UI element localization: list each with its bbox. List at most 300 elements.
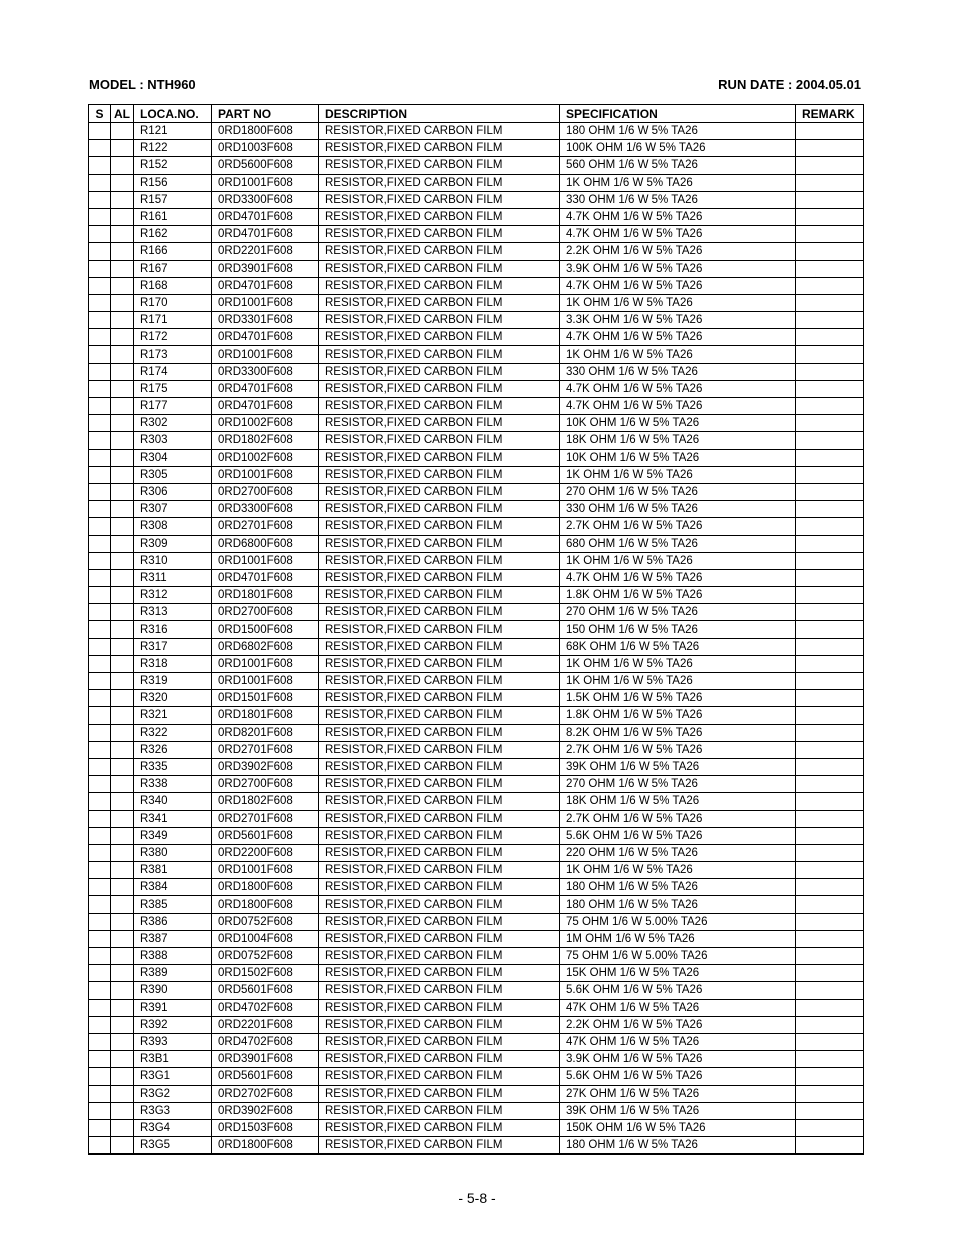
cell-al — [111, 948, 134, 965]
table-row — [89, 277, 864, 294]
cell-specification: 18K OHM 1/6 W 5% TA26 — [560, 432, 796, 449]
cell-specification: 100K OHM 1/6 W 5% TA26 — [560, 140, 796, 157]
cell-s — [89, 483, 111, 500]
cell-loca-no: R306 — [134, 483, 212, 500]
cell-s — [89, 535, 111, 552]
cell-loca-no: R152 — [134, 157, 212, 174]
cell-remark — [796, 844, 864, 861]
cell-remark — [796, 1051, 864, 1068]
table-header-row — [89, 105, 864, 123]
table-row — [89, 655, 864, 672]
cell-remark — [796, 243, 864, 260]
cell-s — [89, 398, 111, 415]
table-row — [89, 140, 864, 157]
cell-al — [111, 1068, 134, 1085]
cell-description: RESISTOR,FIXED CARBON FILM — [319, 1119, 560, 1136]
cell-loca-no: R175 — [134, 380, 212, 397]
cell-description: RESISTOR,FIXED CARBON FILM — [319, 1068, 560, 1085]
cell-remark — [796, 930, 864, 947]
cell-description: RESISTOR,FIXED CARBON FILM — [319, 621, 560, 638]
cell-specification: 150 OHM 1/6 W 5% TA26 — [560, 621, 796, 638]
cell-part-no: 0RD5601F608 — [212, 827, 319, 844]
cell-specification: 4.7K OHM 1/6 W 5% TA26 — [560, 329, 796, 346]
cell-s — [89, 758, 111, 775]
table-row — [89, 862, 864, 879]
table-row — [89, 844, 864, 861]
cell-remark — [796, 552, 864, 569]
table-row — [89, 879, 864, 896]
cell-loca-no: R157 — [134, 191, 212, 208]
cell-al — [111, 655, 134, 672]
cell-specification: 270 OHM 1/6 W 5% TA26 — [560, 483, 796, 500]
cell-description: RESISTOR,FIXED CARBON FILM — [319, 243, 560, 260]
cell-loca-no: R340 — [134, 793, 212, 810]
cell-specification: 1.5K OHM 1/6 W 5% TA26 — [560, 690, 796, 707]
cell-remark — [796, 1068, 864, 1085]
cell-part-no: 0RD1004F608 — [212, 930, 319, 947]
cell-loca-no: R313 — [134, 604, 212, 621]
cell-description: RESISTOR,FIXED CARBON FILM — [319, 466, 560, 483]
cell-al — [111, 243, 134, 260]
cell-al — [111, 1033, 134, 1050]
cell-specification: 1K OHM 1/6 W 5% TA26 — [560, 552, 796, 569]
cell-specification: 330 OHM 1/6 W 5% TA26 — [560, 191, 796, 208]
cell-al — [111, 793, 134, 810]
cell-al — [111, 569, 134, 586]
cell-loca-no: R317 — [134, 638, 212, 655]
cell-description: RESISTOR,FIXED CARBON FILM — [319, 655, 560, 672]
cell-s — [89, 380, 111, 397]
cell-remark — [796, 638, 864, 655]
cell-part-no: 0RD6802F608 — [212, 638, 319, 655]
cell-loca-no: R326 — [134, 741, 212, 758]
cell-al — [111, 810, 134, 827]
cell-remark — [796, 398, 864, 415]
cell-remark — [796, 982, 864, 999]
cell-remark — [796, 380, 864, 397]
cell-part-no: 0RD4701F608 — [212, 329, 319, 346]
cell-description: RESISTOR,FIXED CARBON FILM — [319, 398, 560, 415]
cell-specification: 1K OHM 1/6 W 5% TA26 — [560, 673, 796, 690]
cell-loca-no: R162 — [134, 226, 212, 243]
cell-part-no: 0RD1800F608 — [212, 879, 319, 896]
cell-loca-no: R391 — [134, 999, 212, 1016]
cell-description: RESISTOR,FIXED CARBON FILM — [319, 123, 560, 140]
cell-description: RESISTOR,FIXED CARBON FILM — [319, 174, 560, 191]
cell-al — [111, 621, 134, 638]
cell-s — [89, 982, 111, 999]
cell-loca-no: R381 — [134, 862, 212, 879]
cell-description: RESISTOR,FIXED CARBON FILM — [319, 604, 560, 621]
cell-remark — [796, 810, 864, 827]
cell-s — [89, 501, 111, 518]
cell-description: RESISTOR,FIXED CARBON FILM — [319, 999, 560, 1016]
cell-s — [89, 1068, 111, 1085]
cell-remark — [796, 312, 864, 329]
cell-s — [89, 930, 111, 947]
cell-part-no: 0RD1502F608 — [212, 965, 319, 982]
cell-al — [111, 879, 134, 896]
cell-loca-no: R174 — [134, 363, 212, 380]
cell-specification: 4.7K OHM 1/6 W 5% TA26 — [560, 226, 796, 243]
model-label: MODEL : NTH960 — [89, 77, 196, 92]
cell-s — [89, 569, 111, 586]
table-row — [89, 415, 864, 432]
table-row — [89, 191, 864, 208]
cell-al — [111, 999, 134, 1016]
cell-loca-no: R309 — [134, 535, 212, 552]
cell-al — [111, 398, 134, 415]
cell-description: RESISTOR,FIXED CARBON FILM — [319, 673, 560, 690]
cell-remark — [796, 432, 864, 449]
table-row — [89, 398, 864, 415]
cell-description: RESISTOR,FIXED CARBON FILM — [319, 346, 560, 363]
cell-remark — [796, 191, 864, 208]
cell-description: RESISTOR,FIXED CARBON FILM — [319, 965, 560, 982]
cell-s — [89, 174, 111, 191]
cell-part-no: 0RD1002F608 — [212, 415, 319, 432]
cell-part-no: 0RD6800F608 — [212, 535, 319, 552]
cell-description: RESISTOR,FIXED CARBON FILM — [319, 140, 560, 157]
table-row — [89, 982, 864, 999]
cell-specification: 1K OHM 1/6 W 5% TA26 — [560, 346, 796, 363]
cell-remark — [796, 1102, 864, 1119]
cell-specification: 18K OHM 1/6 W 5% TA26 — [560, 793, 796, 810]
cell-al — [111, 312, 134, 329]
cell-specification: 5.6K OHM 1/6 W 5% TA26 — [560, 1068, 796, 1085]
cell-loca-no: R322 — [134, 724, 212, 741]
cell-part-no: 0RD2201F608 — [212, 1016, 319, 1033]
cell-s — [89, 260, 111, 277]
cell-specification: 2.7K OHM 1/6 W 5% TA26 — [560, 741, 796, 758]
cell-specification: 270 OHM 1/6 W 5% TA26 — [560, 776, 796, 793]
table-row — [89, 948, 864, 965]
cell-loca-no: R3G1 — [134, 1068, 212, 1085]
cell-part-no: 0RD4701F608 — [212, 569, 319, 586]
cell-al — [111, 552, 134, 569]
cell-remark — [796, 569, 864, 586]
cell-description: RESISTOR,FIXED CARBON FILM — [319, 982, 560, 999]
cell-s — [89, 363, 111, 380]
cell-remark — [796, 518, 864, 535]
table-row — [89, 810, 864, 827]
cell-s — [89, 965, 111, 982]
cell-part-no: 0RD1001F608 — [212, 655, 319, 672]
cell-s — [89, 552, 111, 569]
cell-loca-no: R385 — [134, 896, 212, 913]
cell-description: RESISTOR,FIXED CARBON FILM — [319, 844, 560, 861]
cell-description: RESISTOR,FIXED CARBON FILM — [319, 277, 560, 294]
table-row — [89, 1033, 864, 1050]
cell-description: RESISTOR,FIXED CARBON FILM — [319, 930, 560, 947]
page-number: - 5-8 - — [458, 1190, 496, 1206]
cell-part-no: 0RD3301F608 — [212, 312, 319, 329]
cell-s — [89, 1085, 111, 1102]
cell-s — [89, 1051, 111, 1068]
table-row — [89, 930, 864, 947]
cell-part-no: 0RD2700F608 — [212, 483, 319, 500]
cell-remark — [796, 673, 864, 690]
cell-al — [111, 208, 134, 225]
cell-remark — [796, 724, 864, 741]
cell-loca-no: R170 — [134, 294, 212, 311]
cell-loca-no: R349 — [134, 827, 212, 844]
cell-s — [89, 1102, 111, 1119]
cell-loca-no: R338 — [134, 776, 212, 793]
cell-al — [111, 982, 134, 999]
cell-s — [89, 415, 111, 432]
cell-s — [89, 879, 111, 896]
cell-description: RESISTOR,FIXED CARBON FILM — [319, 948, 560, 965]
cell-al — [111, 741, 134, 758]
cell-part-no: 0RD1001F608 — [212, 174, 319, 191]
cell-al — [111, 483, 134, 500]
cell-part-no: 0RD2700F608 — [212, 776, 319, 793]
cell-part-no: 0RD0752F608 — [212, 913, 319, 930]
cell-s — [89, 690, 111, 707]
run-date-label: RUN DATE : 2004.05.01 — [718, 77, 861, 92]
cell-description: RESISTOR,FIXED CARBON FILM — [319, 208, 560, 225]
cell-specification: 3.3K OHM 1/6 W 5% TA26 — [560, 312, 796, 329]
cell-s — [89, 466, 111, 483]
cell-part-no: 0RD3901F608 — [212, 260, 319, 277]
cell-part-no: 0RD5601F608 — [212, 982, 319, 999]
cell-s — [89, 810, 111, 827]
cell-s — [89, 277, 111, 294]
cell-remark — [796, 741, 864, 758]
cell-loca-no: R172 — [134, 329, 212, 346]
cell-part-no: 0RD3902F608 — [212, 758, 319, 775]
cell-description: RESISTOR,FIXED CARBON FILM — [319, 707, 560, 724]
cell-specification: 4.7K OHM 1/6 W 5% TA26 — [560, 277, 796, 294]
cell-loca-no: R386 — [134, 913, 212, 930]
cell-loca-no: R3G2 — [134, 1085, 212, 1102]
table-row — [89, 827, 864, 844]
cell-part-no: 0RD2701F608 — [212, 741, 319, 758]
cell-loca-no: R311 — [134, 569, 212, 586]
cell-loca-no: R121 — [134, 123, 212, 140]
cell-loca-no: R307 — [134, 501, 212, 518]
table-row — [89, 1016, 864, 1033]
cell-remark — [796, 140, 864, 157]
cell-specification: 2.2K OHM 1/6 W 5% TA26 — [560, 243, 796, 260]
cell-al — [111, 690, 134, 707]
cell-remark — [796, 707, 864, 724]
cell-description: RESISTOR,FIXED CARBON FILM — [319, 1102, 560, 1119]
cell-part-no: 0RD1800F608 — [212, 896, 319, 913]
cell-remark — [796, 621, 864, 638]
table-row — [89, 363, 864, 380]
cell-description: RESISTOR,FIXED CARBON FILM — [319, 827, 560, 844]
cell-s — [89, 913, 111, 930]
cell-al — [111, 277, 134, 294]
cell-part-no: 0RD1801F608 — [212, 707, 319, 724]
table-row — [89, 535, 864, 552]
table-row — [89, 741, 864, 758]
cell-specification: 4.7K OHM 1/6 W 5% TA26 — [560, 380, 796, 397]
cell-specification: 3.9K OHM 1/6 W 5% TA26 — [560, 260, 796, 277]
cell-remark — [796, 294, 864, 311]
cell-al — [111, 140, 134, 157]
cell-specification: 560 OHM 1/6 W 5% TA26 — [560, 157, 796, 174]
cell-remark — [796, 174, 864, 191]
cell-al — [111, 844, 134, 861]
cell-specification: 5.6K OHM 1/6 W 5% TA26 — [560, 827, 796, 844]
cell-loca-no: R387 — [134, 930, 212, 947]
cell-part-no: 0RD2702F608 — [212, 1085, 319, 1102]
cell-remark — [796, 862, 864, 879]
cell-part-no: 0RD1001F608 — [212, 466, 319, 483]
table-body — [89, 123, 864, 1155]
cell-al — [111, 432, 134, 449]
cell-loca-no: R384 — [134, 879, 212, 896]
cell-loca-no: R156 — [134, 174, 212, 191]
cell-part-no: 0RD1001F608 — [212, 346, 319, 363]
cell-specification: 47K OHM 1/6 W 5% TA26 — [560, 999, 796, 1016]
cell-s — [89, 999, 111, 1016]
cell-remark — [796, 260, 864, 277]
cell-loca-no: R308 — [134, 518, 212, 535]
cell-al — [111, 707, 134, 724]
cell-part-no: 0RD1800F608 — [212, 1137, 319, 1155]
cell-description: RESISTOR,FIXED CARBON FILM — [319, 501, 560, 518]
cell-s — [89, 827, 111, 844]
cell-remark — [796, 827, 864, 844]
cell-part-no: 0RD1503F608 — [212, 1119, 319, 1136]
cell-part-no: 0RD4701F608 — [212, 398, 319, 415]
cell-al — [111, 501, 134, 518]
table-row — [89, 1051, 864, 1068]
cell-al — [111, 1102, 134, 1119]
cell-description: RESISTOR,FIXED CARBON FILM — [319, 690, 560, 707]
cell-loca-no: R3B1 — [134, 1051, 212, 1068]
cell-al — [111, 604, 134, 621]
cell-loca-no: R310 — [134, 552, 212, 569]
cell-part-no: 0RD2200F608 — [212, 844, 319, 861]
cell-s — [89, 655, 111, 672]
cell-description: RESISTOR,FIXED CARBON FILM — [319, 587, 560, 604]
cell-part-no: 0RD5601F608 — [212, 1068, 319, 1085]
col-header-loca-no: LOCA.NO. — [134, 105, 212, 123]
cell-al — [111, 1051, 134, 1068]
cell-remark — [796, 329, 864, 346]
table-row — [89, 380, 864, 397]
table-row — [89, 329, 864, 346]
table-row — [89, 123, 864, 140]
cell-s — [89, 518, 111, 535]
cell-s — [89, 793, 111, 810]
cell-loca-no: R173 — [134, 346, 212, 363]
cell-s — [89, 1119, 111, 1136]
cell-al — [111, 965, 134, 982]
cell-loca-no: R380 — [134, 844, 212, 861]
cell-s — [89, 741, 111, 758]
cell-al — [111, 346, 134, 363]
parts-table — [88, 104, 864, 1155]
table-row — [89, 673, 864, 690]
cell-description: RESISTOR,FIXED CARBON FILM — [319, 363, 560, 380]
cell-remark — [796, 896, 864, 913]
table-row — [89, 483, 864, 500]
cell-description: RESISTOR,FIXED CARBON FILM — [319, 724, 560, 741]
cell-loca-no: R388 — [134, 948, 212, 965]
cell-specification: 330 OHM 1/6 W 5% TA26 — [560, 363, 796, 380]
cell-al — [111, 329, 134, 346]
table-row — [89, 1137, 864, 1155]
cell-remark — [796, 1119, 864, 1136]
cell-loca-no: R305 — [134, 466, 212, 483]
cell-loca-no: R316 — [134, 621, 212, 638]
cell-al — [111, 415, 134, 432]
cell-part-no: 0RD1002F608 — [212, 449, 319, 466]
table-row — [89, 896, 864, 913]
cell-specification: 47K OHM 1/6 W 5% TA26 — [560, 1033, 796, 1050]
cell-description: RESISTOR,FIXED CARBON FILM — [319, 638, 560, 655]
cell-loca-no: R166 — [134, 243, 212, 260]
cell-part-no: 0RD5600F608 — [212, 157, 319, 174]
cell-loca-no: R320 — [134, 690, 212, 707]
cell-description: RESISTOR,FIXED CARBON FILM — [319, 879, 560, 896]
cell-specification: 180 OHM 1/6 W 5% TA26 — [560, 879, 796, 896]
cell-specification: 8.2K OHM 1/6 W 5% TA26 — [560, 724, 796, 741]
table-row — [89, 466, 864, 483]
cell-specification: 2.2K OHM 1/6 W 5% TA26 — [560, 1016, 796, 1033]
cell-remark — [796, 123, 864, 140]
cell-s — [89, 776, 111, 793]
cell-description: RESISTOR,FIXED CARBON FILM — [319, 810, 560, 827]
table-row — [89, 174, 864, 191]
cell-remark — [796, 483, 864, 500]
cell-part-no: 0RD4701F608 — [212, 208, 319, 225]
cell-part-no: 0RD3901F608 — [212, 1051, 319, 1068]
cell-description: RESISTOR,FIXED CARBON FILM — [319, 329, 560, 346]
cell-part-no: 0RD8201F608 — [212, 724, 319, 741]
table-row — [89, 913, 864, 930]
cell-s — [89, 208, 111, 225]
cell-part-no: 0RD2701F608 — [212, 518, 319, 535]
table-row — [89, 758, 864, 775]
cell-s — [89, 1137, 111, 1155]
table-row — [89, 552, 864, 569]
table-row — [89, 724, 864, 741]
cell-part-no: 0RD4701F608 — [212, 277, 319, 294]
cell-part-no: 0RD0752F608 — [212, 948, 319, 965]
table-row — [89, 346, 864, 363]
cell-specification: 10K OHM 1/6 W 5% TA26 — [560, 449, 796, 466]
cell-description: RESISTOR,FIXED CARBON FILM — [319, 913, 560, 930]
cell-loca-no: R392 — [134, 1016, 212, 1033]
cell-s — [89, 621, 111, 638]
table-row — [89, 776, 864, 793]
cell-s — [89, 157, 111, 174]
cell-specification: 2.7K OHM 1/6 W 5% TA26 — [560, 518, 796, 535]
table-row — [89, 1119, 864, 1136]
cell-al — [111, 260, 134, 277]
cell-specification: 68K OHM 1/6 W 5% TA26 — [560, 638, 796, 655]
cell-part-no: 0RD1001F608 — [212, 862, 319, 879]
cell-remark — [796, 226, 864, 243]
cell-part-no: 0RD1001F608 — [212, 673, 319, 690]
cell-description: RESISTOR,FIXED CARBON FILM — [319, 535, 560, 552]
table-row — [89, 638, 864, 655]
cell-specification: 1M OHM 1/6 W 5% TA26 — [560, 930, 796, 947]
cell-part-no: 0RD3300F608 — [212, 501, 319, 518]
cell-part-no: 0RD2701F608 — [212, 810, 319, 827]
cell-specification: 15K OHM 1/6 W 5% TA26 — [560, 965, 796, 982]
cell-specification: 75 OHM 1/6 W 5.00% TA26 — [560, 948, 796, 965]
cell-specification: 2.7K OHM 1/6 W 5% TA26 — [560, 810, 796, 827]
cell-al — [111, 930, 134, 947]
